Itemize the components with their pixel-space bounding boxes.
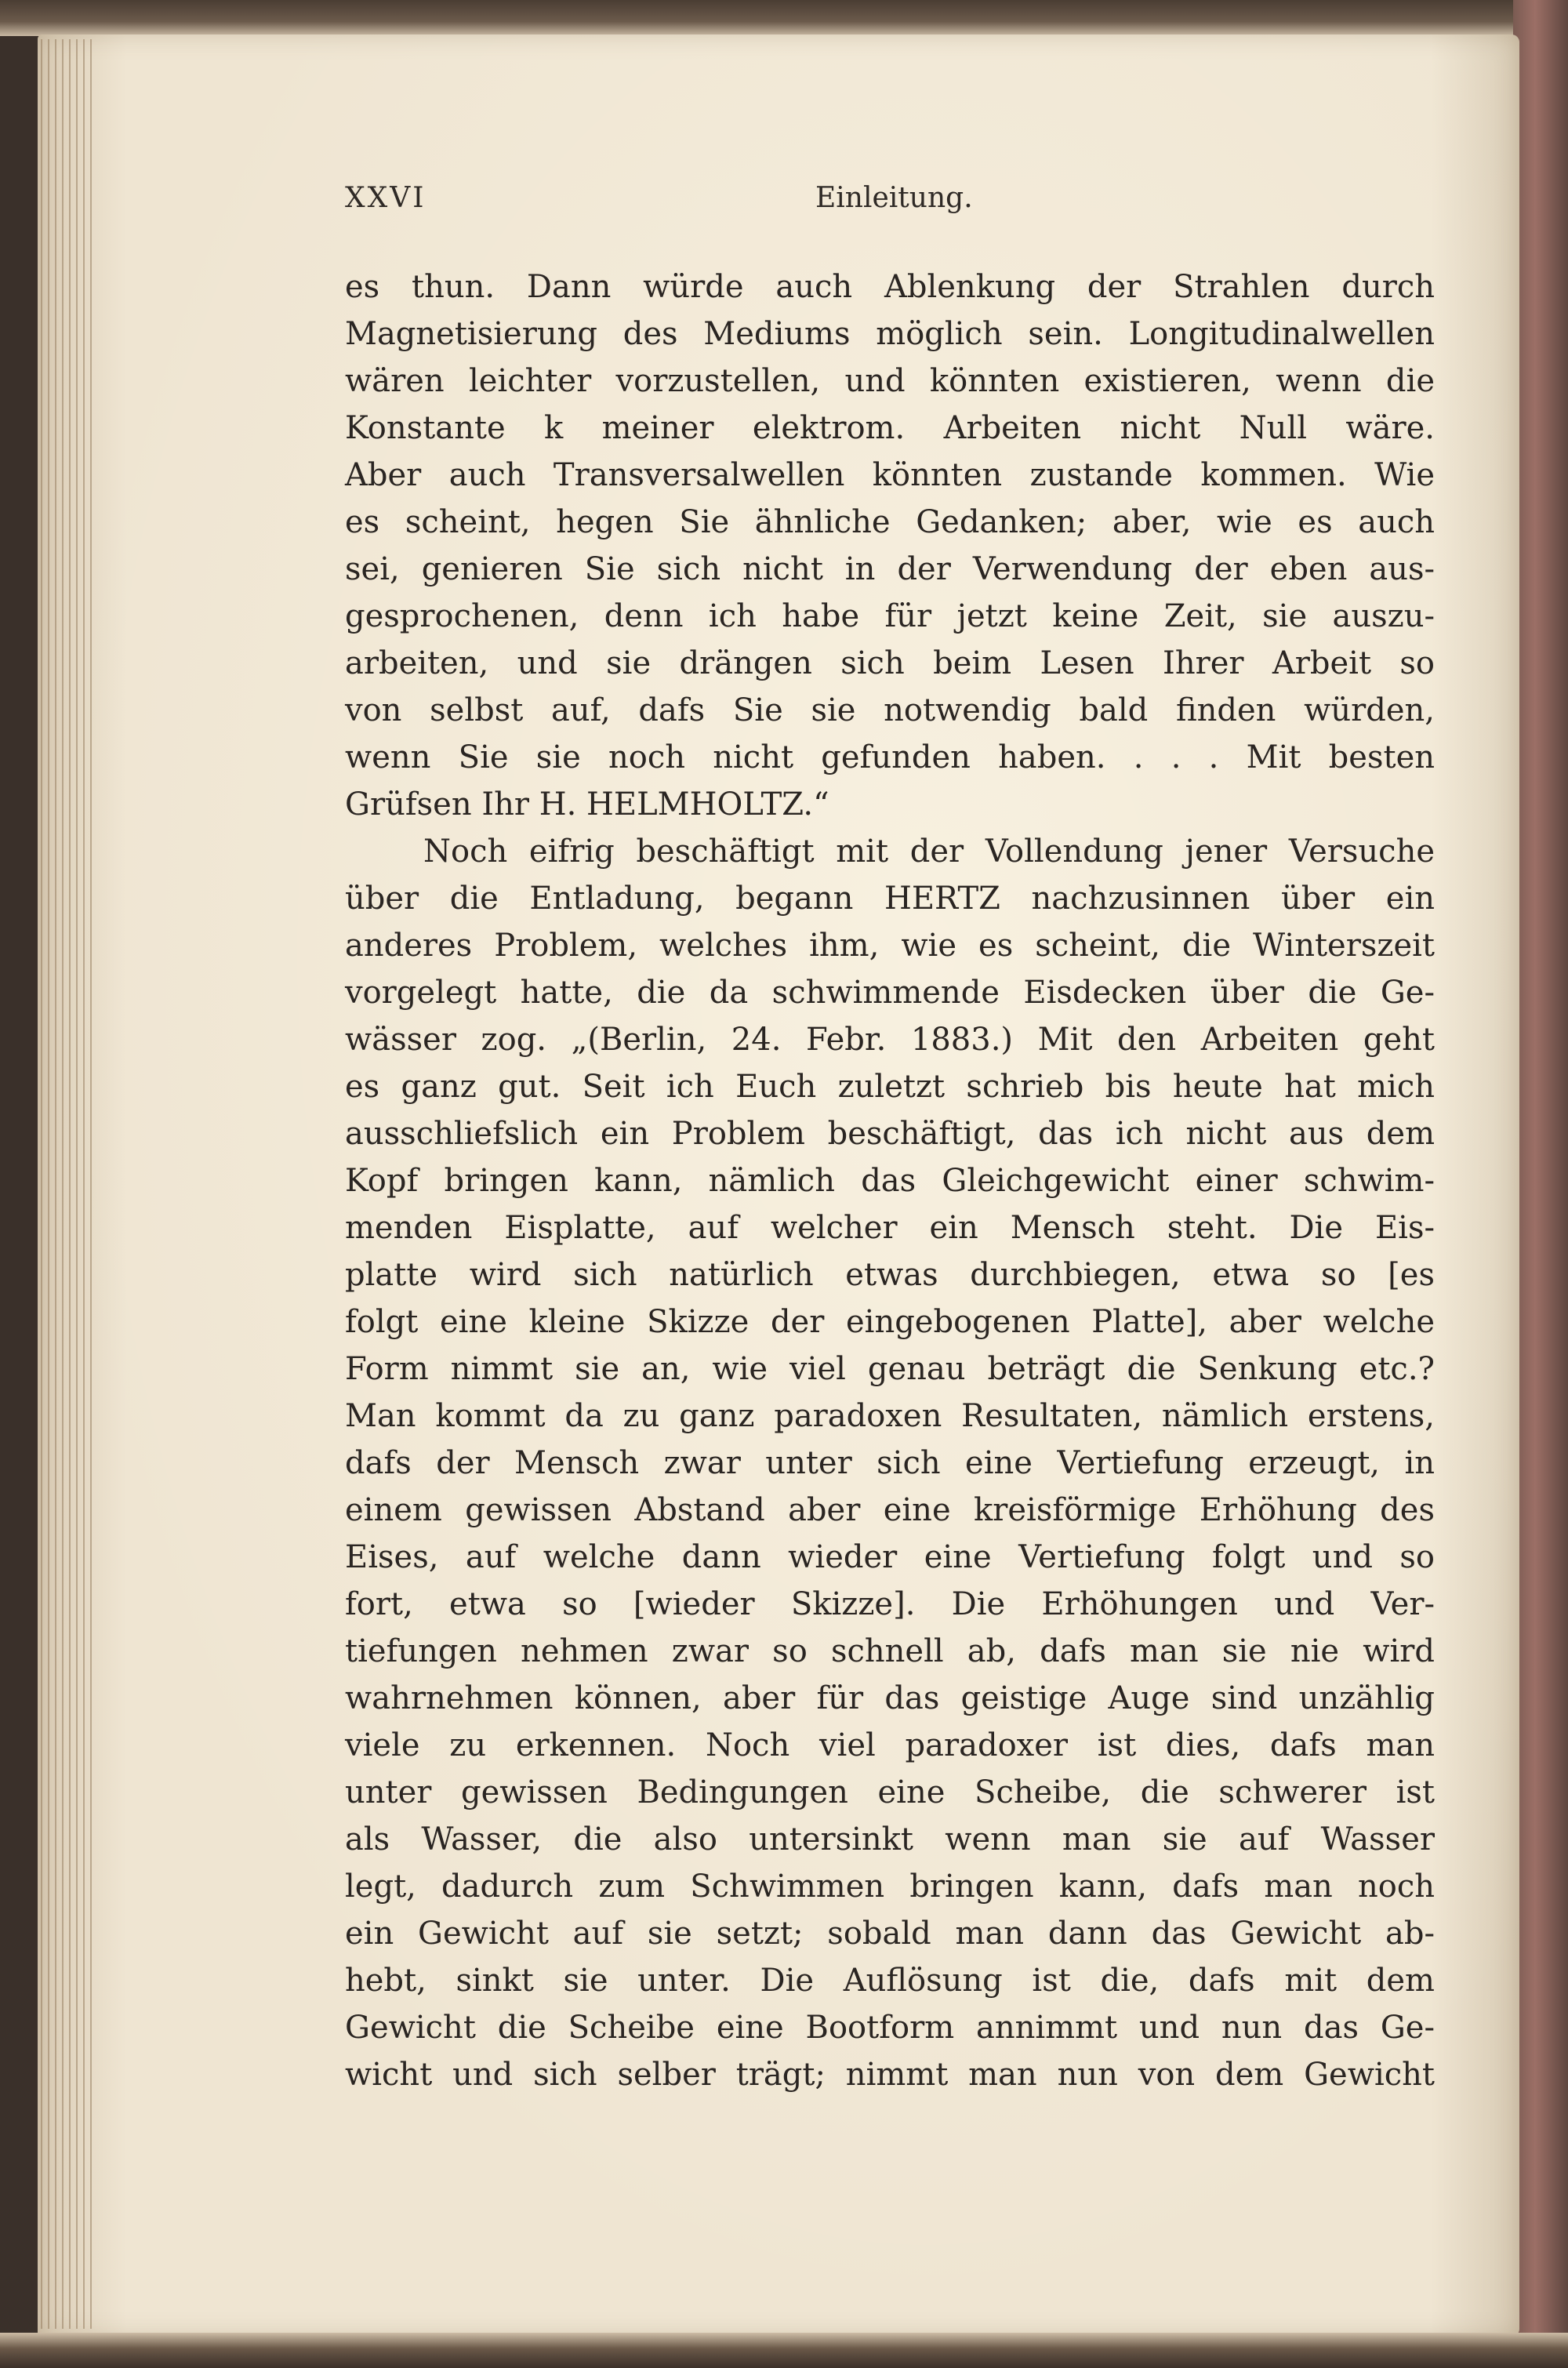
text-line: platte wird sich natürlich etwas durchbiegen, etwa so [es (345, 1257, 1435, 1293)
text-line: Kopf bringen kann, nämlich das Gleichgewicht einer schwim- (345, 1163, 1435, 1199)
text-line: gesprochenen, denn ich habe für jetzt keine Zeit, sie auszu- (345, 598, 1435, 634)
text-line: ausschliefslich ein Problem beschäftigt, das ich nicht aus dem (345, 1116, 1435, 1152)
text-line: wären leichter vorzustellen, und könnten existieren, wenn die (345, 363, 1435, 399)
page-stack-edges (41, 39, 96, 2329)
text-line: arbeiten, und sie drängen sich beim Lesen Ihrer Arbeit so (345, 645, 1435, 681)
book-cover-board (1513, 0, 1568, 2368)
text-line: wässer zog. „(Berlin, 24. Febr. 1883.) Mit den Arbeiten geht (345, 1022, 1435, 1058)
text-line: menden Eisplatte, auf welcher ein Mensch steht. Die Eis- (345, 1210, 1435, 1246)
text-line: anderes Problem, welches ihm, wie es scheint, die Winterszeit (345, 928, 1435, 964)
text-line: Man kommt da zu ganz paradoxen Resultaten, nämlich erstens, (345, 1398, 1435, 1434)
text-line: einem gewissen Abstand aber eine kreisförmige Erhöhung des (345, 1492, 1435, 1528)
paragraph-1 (345, 263, 1435, 828)
text-line: Konstante k meiner elektrom. Arbeiten nicht Null wäre. (345, 410, 1435, 446)
text-line: von selbst auf, dafs Sie sie notwendig bald finden würden, (345, 692, 1435, 728)
text-line: wicht und sich selber trägt; nimmt man nun von dem Gewicht (345, 2057, 1435, 2093)
text-line: über die Entladung, begann HERTZ nachzusinnen über ein (345, 881, 1435, 917)
text-line: Gewicht die Scheibe eine Bootform annimmt und nun das Ge- (345, 2010, 1435, 2046)
text-line: tiefungen nehmen zwar so schnell ab, dafs man sie nie wird (345, 1633, 1435, 1669)
text-line: fort, etwa so [wieder Skizze]. Die Erhöhungen und Ver- (345, 1586, 1435, 1622)
paragraph-2 (345, 828, 1435, 2098)
book-top-edge (0, 0, 1568, 36)
text-line: hebt, sinkt sie unter. Die Auflösung ist die, dafs mit dem (345, 1963, 1435, 1999)
book-bottom-edge (0, 2333, 1568, 2368)
text-line: als Wasser, die also untersinkt wenn man sie auf Wasser (345, 1821, 1435, 1858)
text-line: Grüfsen Ihr H. HELMHOLTZ.“ (345, 786, 829, 823)
text-line: dafs der Mensch zwar unter sich eine Vertiefung erzeugt, in (345, 1445, 1435, 1481)
text-line: Aber auch Transversalwellen könnten zustande kommen. Wie (345, 457, 1435, 493)
page-number: XXVI (345, 182, 426, 214)
text-line: sei, genieren Sie sich nicht in der Verwendung der eben aus- (345, 551, 1435, 587)
body-text (345, 263, 1435, 2098)
text-line: es scheint, hegen Sie ähnliche Gedanken; aber, wie es auch (345, 504, 1435, 540)
text-line: es thun. Dann würde auch Ablenkung der Strahlen durch (345, 269, 1435, 305)
text-line: Noch eifrig beschäftigt mit der Vollendung jener Versuche (423, 834, 1435, 870)
text-line: legt, dadurch zum Schwimmen bringen kann, dafs man noch (345, 1869, 1435, 1905)
header-title: Einleitung. (815, 182, 973, 214)
text-line: Eises, auf welche dann wieder eine Vertiefung folgt und so (345, 1539, 1435, 1575)
running-header (345, 182, 1435, 229)
text-line: Form nimmt sie an, wie viel genau beträgt die Senkung etc.? (345, 1351, 1435, 1387)
text-line: Magnetisierung des Mediums möglich sein. Longitudinalwellen (345, 316, 1435, 352)
text-line: ein Gewicht auf sie setzt; sobald man dann das Gewicht ab- (345, 1916, 1435, 1952)
text-line: wenn Sie sie noch nicht gefunden haben. . . . Mit besten (345, 739, 1435, 775)
text-line: vorgelegt hatte, die da schwimmende Eisdecken über die Ge- (345, 975, 1435, 1011)
text-line: unter gewissen Bedingungen eine Scheibe, die schwerer ist (345, 1774, 1435, 1811)
text-line: viele zu erkennen. Noch viel paradoxer ist dies, dafs man (345, 1727, 1435, 1763)
text-line: wahrnehmen können, aber für das geistige Auge sind unzählig (345, 1680, 1435, 1716)
text-line: folgt eine kleine Skizze der eingebogenen Platte], aber welche (345, 1304, 1435, 1340)
text-line: es ganz gut. Seit ich Euch zuletzt schrieb bis heute hat mich (345, 1069, 1435, 1105)
